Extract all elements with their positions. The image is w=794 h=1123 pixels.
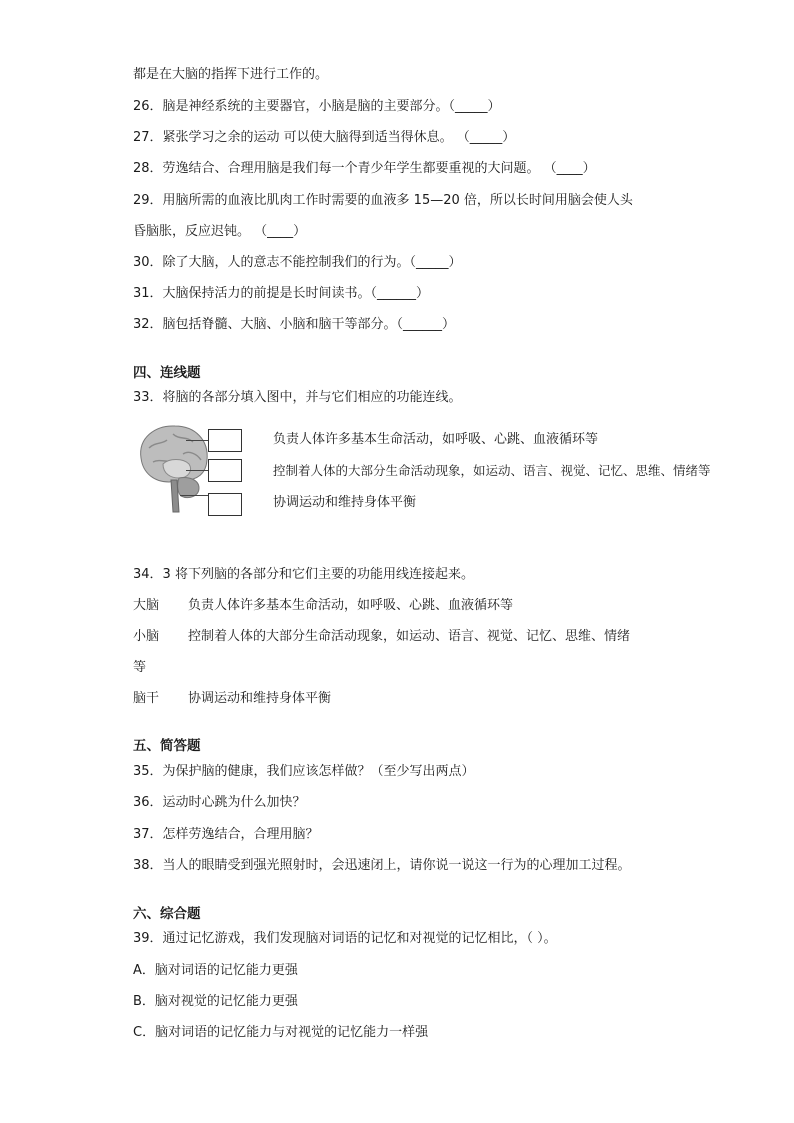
answer-box-3[interactable] [208, 493, 242, 516]
section-heading-comprehensive: 六、综合题 [133, 906, 201, 922]
question-36: 36．运动时心跳为什么加快？ [133, 795, 306, 810]
part-cerebellum: 小脑 [133, 629, 160, 644]
function-label-2: 控制着人体的大部分生命活动现象，如运动、语言、视觉、记忆、思维、情绪等 [273, 463, 711, 478]
question-26: 26．脑是神经系统的主要器官，小脑是脑的主要部分。（_____） [133, 99, 501, 114]
question-30: 30．除了大脑，人的意志不能控制我们的行为。（_____） [133, 255, 462, 270]
question-29-continuation: 昏脑胀，反应迟钝。 （____） [133, 224, 307, 239]
question-38: 38．当人的眼睛受到强光照射时，会迅速闭上，请你说一说这一行为的心理加工过程。 [133, 858, 631, 873]
question-37: 37．怎样劳逸结合，合理用脑？ [133, 827, 319, 842]
part-cerebrum: 大脑 [133, 598, 160, 613]
part-cerebellum-function-continuation: 等 [133, 660, 147, 675]
option-c[interactable]: C．脑对词语的记忆能力与对视觉的记忆能力一样强 [133, 1025, 429, 1040]
question-32: 32．脑包括脊髓、大脑、小脑和脑干等部分。（______） [133, 317, 456, 332]
answer-box-2[interactable] [208, 459, 242, 482]
question-34: 34．3 将下列脑的各部分和它们主要的功能用线连接起来。 [133, 567, 474, 582]
question-29: 29．用脑所需的血液比肌肉工作时需要的血液多 15—20 倍，所以长时间用脑会使人头 [133, 193, 633, 208]
question-27: 27．紧张学习之余的运动 可以使大脑得到适当得休息。 （_____） [133, 130, 516, 145]
part-cerebrum-function: 负责人体许多基本生命活动，如呼吸、心跳、血液循环等 [188, 598, 514, 613]
question-28: 28．劳逸结合、合理用脑是我们每一个青少年学生都要重视的大问题。 （____） [133, 161, 596, 176]
section-heading-matching: 四、连线题 [133, 365, 201, 381]
function-label-3: 协调运动和维持身体平衡 [273, 495, 417, 510]
question-39: 39．通过记忆游戏，我们发现脑对词语的记忆和对视觉的记忆相比，（ ）。 [133, 931, 557, 946]
question-33: 33．将脑的各部分填入图中，并与它们相应的功能连线。 [133, 390, 462, 405]
option-a[interactable]: A．脑对词语的记忆能力更强 [133, 963, 298, 978]
leader-line-3 [180, 495, 208, 496]
brain-illustration [133, 420, 213, 524]
option-b[interactable]: B．脑对视觉的记忆能力更强 [133, 994, 298, 1009]
part-brainstem-function: 协调运动和维持身体平衡 [188, 691, 332, 706]
section-heading-short-answer: 五、简答题 [133, 738, 201, 754]
function-label-1: 负责人体许多基本生命活动，如呼吸、心跳、血液循环等 [273, 432, 599, 447]
question-31: 31．大脑保持活力的前提是长时间读书。（______） [133, 286, 430, 301]
part-cerebellum-function: 控制着人体的大部分生命活动现象，如运动、语言、视觉、记忆、思维、情绪 [188, 629, 631, 644]
leader-line-1 [186, 440, 208, 441]
question-25-continuation: 都是在大脑的指挥下进行工作的。 [133, 67, 329, 82]
question-35: 35．为保护脑的健康，我们应该怎样做？（至少写出两点） [133, 764, 475, 779]
part-brainstem: 脑干 [133, 691, 160, 706]
leader-line-2 [186, 470, 208, 471]
answer-box-1[interactable] [208, 429, 242, 452]
